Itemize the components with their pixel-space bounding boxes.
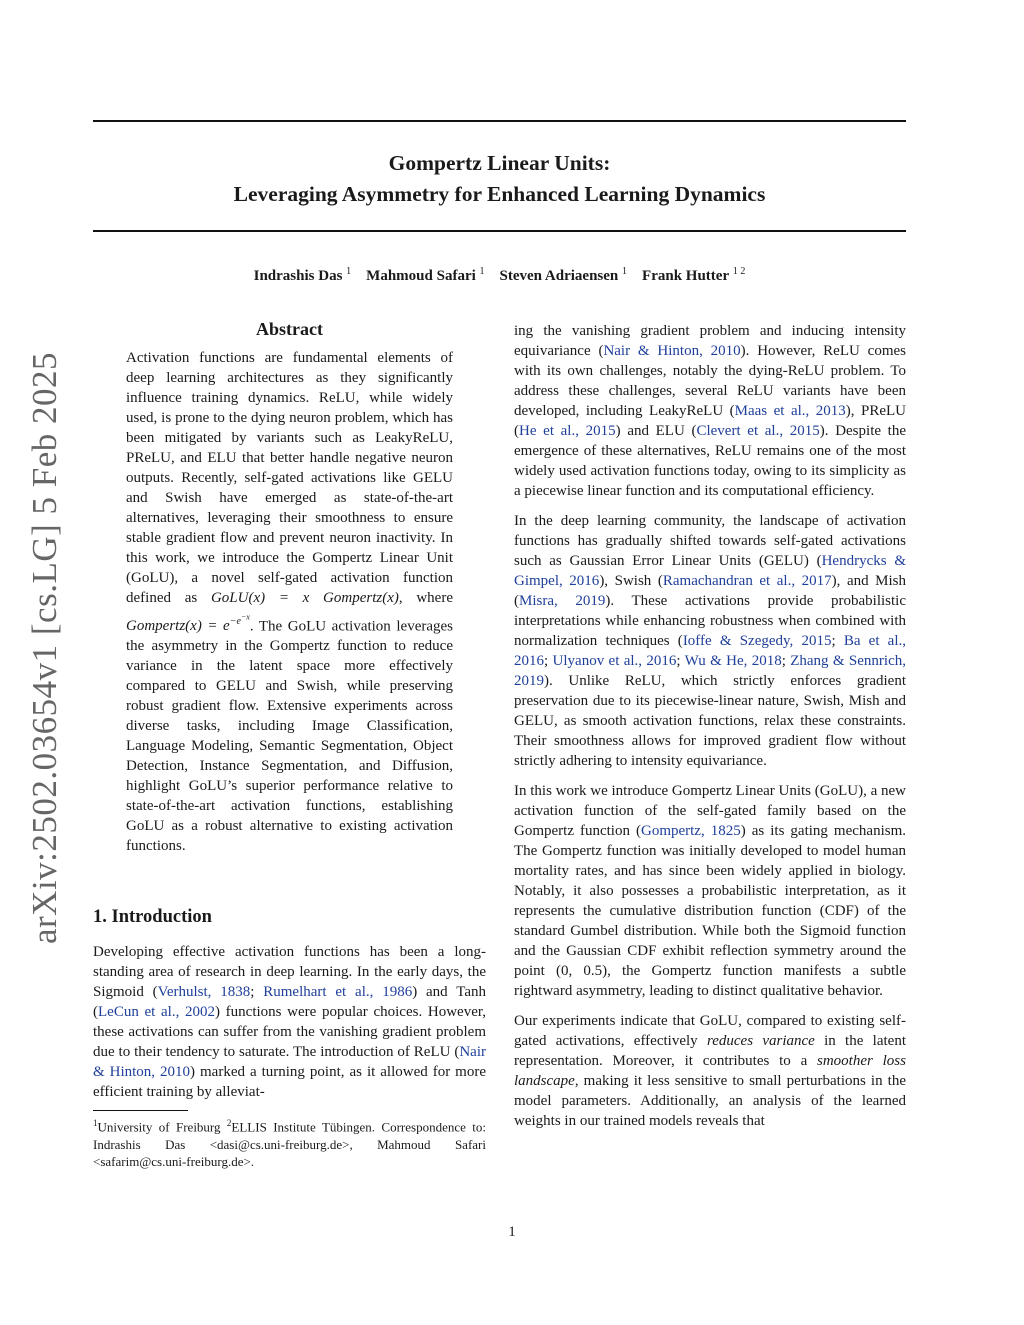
author-affiliation: 1 2 [732,266,746,277]
text: ) functions were popular choices. However, these activations can suffer from the vanishing gradient problem due to their tendency to saturate. The introduction of ReLU ( [93,1004,486,1060]
citation-link[interactable]: Ulyanov et al., 2016 [552,653,677,669]
text: ), and Mish ( [514,573,907,609]
citation-link[interactable]: Zhang & Sennrich, 2019 [514,653,907,689]
emphasis: smoother loss landscape [514,1053,906,1089]
citation-link[interactable]: LeCun et al., 2002 [98,1004,215,1020]
gompertz-formula-exp-exp: −x [240,613,250,622]
text: in the latent representation. Moreover, it contributes to a [514,1033,906,1069]
abstract-heading: Abstract [256,319,323,339]
footnote-marker: 2 [226,1118,232,1128]
author-name: Steven Adriaensen [499,268,619,284]
author-affiliation: 1 [479,266,485,277]
text: ). Despite the emergence of these alternatives, ReLU remains one of the most widely used activation functions today, owing to its simplicity as a piecewise linear function and its computational efficiency. [514,423,907,499]
text: ) and ELU ( [615,423,697,439]
citation-link[interactable]: Nair & Hinton, 2010 [93,1044,486,1080]
text: Developing effective activation functions has been a long-standing area of research in deep learning. In the early days, the Sigmoid ( [93,944,486,1000]
author-affiliation: 1 [622,266,628,277]
title-line-1: Gompertz Linear Units: [388,151,611,175]
introduction-body [93,942,486,1112]
arxiv-identifier: arXiv:2502.03654v1 [cs.LG] 5 Feb 2025 [25,351,64,945]
author-name: Frank Hutter [642,268,730,284]
abstract-body [126,348,453,866]
text: ing the vanishing gradient problem and inducing intensity equivariance ( [514,323,906,359]
citation-link[interactable]: Ba et al., 2016 [514,633,906,669]
text: ), PReLU ( [514,403,906,439]
right-column [514,321,906,1141]
text: ), Swish ( [599,573,663,589]
intro-paragraph [93,942,486,1102]
citation-link[interactable]: Maas et al., 2013 [734,403,846,419]
text: ) marked a turning point, as it allowed for more efficient training by alleviat- [93,1064,486,1100]
citation-link[interactable]: Gompertz, 1825 [640,823,741,839]
text: ). Unlike ReLU, which strictly enforces gradient preservation due to its piecewise-linear nature, Swish, Mish and GELU, as smooth activation functions, relax these constraints. Their smoothness allows for improved gradient flow without strictly adhering to intensity equivariance. [514,673,906,769]
title-bottom-rule [93,230,906,232]
golu-formula: GoLU(x) = x Gompertz(x) [210,590,399,606]
author-affiliation: 1 [346,266,352,277]
emphasis: reduces variance [706,1033,815,1049]
citation-link[interactable]: Ioffe & Szegedy, 2015 [682,633,832,649]
citation-link[interactable]: Rumelhart et al., 1986 [263,984,413,1000]
gompertz-formula-base: Gompertz(x) = e [126,618,230,635]
text: ). These activations provide probabilistic interpretations while enhancing robustness when combined with normalization techniques ( [514,593,907,649]
title-line-2: Leveraging Asymmetry for Enhanced Learning Dynamics [233,182,766,206]
abstract-paragraph [126,348,453,856]
text: Our experiments indicate that GoLU, compared to existing self-gated activations, effectively [514,1013,906,1049]
text: In the deep learning community, the landscape of activation functions has gradually shifted towards self-gated activations such as Gaussian Error Linear Units (GELU) ( [514,513,906,569]
section-heading-introduction: 1. Introduction [93,907,212,927]
top-rule [93,120,906,122]
author-name: Mahmoud Safari [366,268,476,284]
text: ). However, ReLU comes with its own challenges, notably the dying-ReLU problem. To address these challenges, several ReLU variants have been developed, including LeakyReLU ( [514,343,906,419]
citation-link[interactable]: Hendrycks & Gimpel, 2016 [514,553,907,589]
text: ; [676,653,685,669]
body-paragraph [514,1011,906,1131]
author-name: Indrashis Das [253,268,343,284]
citation-link[interactable]: Nair & Hinton, 2010 [603,343,741,359]
citation-link[interactable]: Clevert et al., 2015 [696,423,820,439]
abstract-text: , where [398,590,453,606]
citation-link[interactable]: He et al., 2015 [519,423,616,439]
text: ; [250,984,264,1000]
text: ) and Tanh ( [93,984,487,1020]
page-number: 1 [508,1224,516,1240]
footnote-marker: 1 [93,1118,98,1128]
citation-link[interactable]: Wu & He, 2018 [684,653,782,669]
citation-link[interactable]: Verhulst, 1838 [157,984,251,1000]
text: ; [544,653,553,669]
body-paragraph [514,781,906,1001]
abstract-text: . The GoLU activation leverages the asymmetry in the Gompertz function to reduce variance in the latent space more effectively compared to GELU and Swish, while preserving robust gradient flow. Extensive experiments across diverse tasks, including Image Classification, Language Modeling, Semantic Segmentation, Object Detection, Instance Segmentation, and Diffusion, highlight GoLU’s superior performance relative to state-of-the-art activation functions, establishing GoLU as a robust alternative to existing activation functions. [126,618,453,855]
text: , making it less sensitive to small perturbations in the model parameters. Additionally, an analysis of the learned weights in our trained models reveals that [514,1073,906,1129]
gompertz-formula-exp-base: −e [229,616,241,628]
text: ; [831,633,844,649]
text: In this work we introduce Gompertz Linear Units (GoLU), a new activation function of the self-gated family based on the Gompertz function ( [514,783,906,839]
author-list [93,266,906,285]
body-paragraph [514,321,906,501]
text: ; [781,653,791,669]
gompertz-formula-exponent [229,613,250,628]
text: ) as its gating mechanism. The Gompertz function was initially developed to model human mortality rates, and has since been widely applied in biology. Notably, it also possesses a probabilistic interpretation, as it represents the cumulative distribution function (CDF) of the standard Gumbel distribution. While both the Sigmoid function and the Gaussian CDF exhibit reflection symmetry around the point (0, 0.5), the Gompertz function manifests a subtle rightward asymmetry, leading to distinct qualitative behavior. [514,823,906,999]
gompertz-formula [126,613,250,635]
footnote [93,1115,486,1171]
abstract-text: Activation functions are fundamental elements of deep learning architectures as they significantly influence training dynamics. ReLU, while widely used, is prone to the dying neuron problem, which has been mitigated by variants such as LeakyReLU, PReLU, and ELU that better handle negative neuron outputs. Recently, self-gated activations like GELU and Swish have emerged as state-of-the-art alternatives, leveraging their smoothness to ensure stable gradient flow and prevent neuron inactivity. In this work, we introduce the Gompertz Linear Unit (GoLU), a novel self-gated activation function defined as [126,350,453,606]
paper-title [93,148,906,210]
citation-link[interactable]: Ramachandran et al., 2017 [662,573,832,589]
footnote-text: ELLIS Institute Tübingen. Correspondence to: Indrashis Das <dasi@cs.uni-freiburg.de>, Mahmoud Safari <safarim@cs.uni-freiburg.de>. [93,1119,486,1170]
footnote-text: University of Freiburg [97,1119,227,1135]
citation-link[interactable]: Misra, 2019 [519,593,606,609]
footnote-rule [93,1110,188,1111]
body-paragraph [514,511,906,771]
